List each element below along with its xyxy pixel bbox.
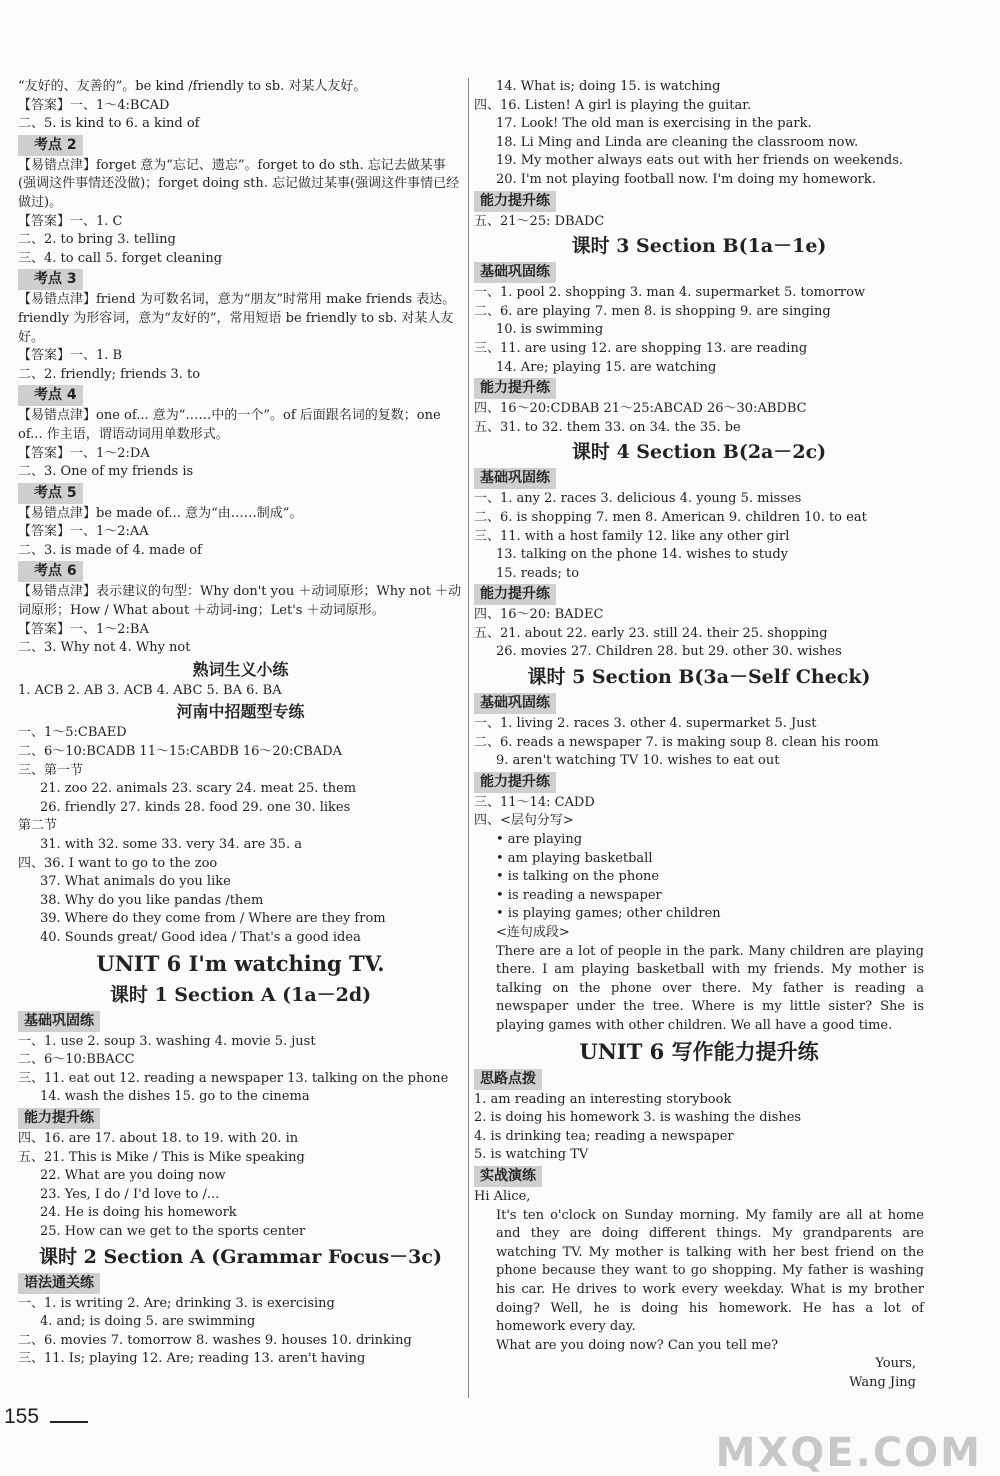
note-paragraph: 【易错点津】forget 意为“忘记、遗忘”。forget to do sth. 忘记去做某事(强调这件事情还没做)；forget doing sth. 忘记做过某事(强调这件事情已经做过)。 [18, 157, 460, 210]
subsection-title: 熟词生义小练 [192, 659, 289, 679]
lesson-heading: 课时 2 Section A (Grammar Focus－3c) [39, 1245, 442, 1268]
answer-line: 二、5. is kind to 6. a kind of [18, 116, 200, 132]
answer-line: 【答案】一、1. C [18, 213, 123, 229]
answer-line: 三、11. Is; playing 12. Are; reading 13. aren't having [18, 1351, 366, 1367]
answer-line: 一、1. living 2. races 3. other 4. supermarket 5. Just [474, 716, 817, 732]
answer-line: 39. Where do they come from / Where are they from [40, 911, 386, 927]
answer-line: 38. Why do you like pandas /them [40, 892, 264, 908]
note-paragraph: 【易错点津】表示建议的句型：Why don't you ＋动词原形；Why not ＋动词原形；How / What about ＋动词-ing；Let's ＋动词原形。 [18, 584, 462, 619]
note-paragraph: 【易错点津】one of... 意为“……中的一个”。of 后面跟名词的复数；one of... 作主语，谓语动词用单数形式。 [18, 408, 441, 442]
kaodian-heading: 考点 5 [18, 483, 83, 504]
answer-line: 一、1. any 2. races 3. delicious 4. young 5. misses [474, 491, 802, 507]
signature-line: Yours, [875, 1356, 916, 1372]
answer-line: 二、6. are playing 7. men 8. is shopping 9. are singing [474, 303, 831, 319]
answer-line: 四、36. I want to go to the zoo [18, 855, 218, 871]
answer-line: 5. is watching TV [474, 1147, 589, 1163]
section-label: 能力提升练 [474, 772, 556, 793]
section-label: 实战演练 [474, 1166, 542, 1187]
answer-line: 三、11. with a host family 12. like any other girl [474, 528, 790, 544]
unit-heading: UNIT 6 写作能力提升练 [579, 1038, 819, 1064]
answer-line: 一、1. pool 2. shopping 3. man 4. supermarket 5. tomorrow [474, 285, 866, 301]
answer-line: 4. and; is doing 5. are swimming [40, 1314, 256, 1330]
answer-line: 14. What is; doing 15. is watching [496, 79, 721, 94]
section-label: 能力提升练 [474, 584, 556, 605]
answer-line: 五、21. This is Mike / This is Mike speaking [18, 1149, 305, 1165]
answer-line: • is reading a newspaper [496, 887, 662, 903]
answer-line: 二、2. friendly; friends 3. to [18, 366, 201, 382]
answer-line: 26. movies 27. Children 28. but 29. other 30. wishes [496, 644, 842, 660]
unit-heading: UNIT 6 I'm watching TV. [96, 950, 385, 976]
answer-line: 四、16. are 17. about 18. to 19. with 20. in [18, 1130, 299, 1146]
page-number: 155 [4, 1405, 40, 1428]
answer-line: 22. What are you doing now [40, 1168, 226, 1184]
subsection-title: 河南中招题型专练 [176, 702, 305, 722]
answer-line: 24. He is doing his homework [40, 1205, 237, 1221]
answer-line: 二、3. Why not 4. Why not [18, 640, 191, 656]
answer-line: 9. aren't watching TV 10. wishes to eat out [496, 753, 780, 769]
answer-line: 第二节 [18, 818, 58, 834]
lesson-heading: 课时 5 Section B(3a－Self Check) [527, 666, 871, 689]
answer-line: 20. I'm not playing football now. I'm doing my homework. [496, 171, 876, 187]
section-label: 基础巩固练 [18, 1011, 100, 1032]
answer-line: 17. Look! The old man is exercising in the park. [496, 116, 812, 132]
answer-line: 二、6～10:BBACC [18, 1052, 135, 1068]
answer-line: 4. is drinking tea; reading a newspaper [474, 1128, 734, 1144]
column-divider [468, 78, 469, 1398]
right-column [474, 78, 924, 1392]
answer-line: 15. reads; to [496, 565, 580, 581]
answer-line: 2. is doing his homework 3. is washing the dishes [474, 1110, 802, 1126]
answer-line: 五、31. to 32. them 33. on 34. the 35. be [474, 419, 741, 435]
answer-line: 二、3. is made of 4. made of [18, 542, 202, 558]
answer-line: 23. Yes, I do / I'd love to /... [40, 1186, 220, 1202]
section-label: 能力提升练 [474, 378, 556, 399]
answer-line: 三、11～14: CADD [474, 794, 595, 810]
answer-line: 13. talking on the phone 14. wishes to study [496, 547, 789, 563]
kaodian-heading: 考点 3 [18, 269, 83, 290]
answer-line: 37. What animals do you like [40, 874, 231, 890]
answer-line: 五、21～25: DBADC [474, 213, 605, 229]
answer-line: 【答案】一、1. B [18, 348, 123, 364]
answer-line: 二、3. One of my friends is [18, 464, 194, 480]
answer-line: 31. with 32. some 33. very 34. are 35. a [40, 837, 302, 852]
kaodian-heading: 考点 4 [18, 385, 83, 406]
section-label: 基础巩固练 [474, 468, 556, 489]
lesson-heading: 课时 1 Section A (1a－2d) [109, 983, 372, 1006]
lesson-heading: 课时 4 Section B(2a－2c) [571, 441, 827, 464]
answer-line: Hi Alice, [474, 1188, 531, 1204]
answer-line: 一、1～5:CBAED [18, 725, 127, 741]
answer-line: 二、6～10:BCADB 11～15:CABDB 16～20:CBADA [18, 744, 343, 760]
answer-line: 10. is swimming [496, 322, 604, 338]
answer-line: 26. friendly 27. kinds 28. food 29. one 30. likes [40, 799, 351, 815]
section-label: 能力提升练 [474, 191, 556, 212]
answer-line: 三、第一节 [18, 762, 84, 778]
answer-line: 18. Li Ming and Linda are cleaning the classroom now. [496, 134, 859, 150]
essay-paragraph: What are you doing now? Can you tell me? [496, 1337, 779, 1353]
answer-line: 四、16～20:CDBAB 21～25:ABCAD 26～30:ABDBC [474, 401, 807, 417]
answer-line: 【答案】一、1～2:DA [18, 445, 150, 461]
answer-line: <连句成段> [496, 925, 570, 940]
section-label: 语法通关练 [18, 1273, 100, 1294]
answer-line: • am playing basketball [496, 850, 653, 866]
answer-line: 二、6. movies 7. tomorrow 8. washes 9. houses 10. drinking [18, 1332, 412, 1348]
answer-line: • are playing [496, 832, 583, 848]
answer-line: 三、11. are using 12. are shopping 13. are reading [474, 340, 808, 356]
answer-line: 二、6. reads a newspaper 7. is making soup 8. clean his room [474, 734, 879, 750]
answer-line: 14. wash the dishes 15. go to the cinema [40, 1089, 310, 1105]
answer-line: 三、4. to call 5. forget cleaning [18, 250, 223, 266]
section-label: 能力提升练 [18, 1108, 100, 1129]
answer-line: 四、<层句分写> [474, 813, 574, 829]
watermark: MXQE.COM [715, 1430, 982, 1476]
answer-line: • is playing games; other children [496, 906, 721, 922]
answer-line: 【易错点津】be made of... 意为“由……制成”。 [18, 505, 303, 521]
answer-line: “友好的、友善的”。be kind /friendly to sb. 对某人友好。 [18, 79, 367, 94]
answer-line: 【答案】一、1～4:BCAD [18, 97, 170, 113]
answer-line: 1. am reading an interesting storybook [474, 1091, 732, 1107]
answer-line: • is talking on the phone [496, 869, 660, 885]
answer-line: 19. My mother always eats out with her friends on weekends. [496, 153, 904, 169]
answer-line: 三、11. eat out 12. reading a newspaper 13. talking on the phone [18, 1070, 449, 1086]
answer-line: 【答案】一、1～2:AA [18, 524, 149, 540]
kaodian-heading: 考点 2 [18, 135, 83, 156]
section-label: 基础巩固练 [474, 262, 556, 283]
note-paragraph: 【易错点津】friend 为可数名词，意为“朋友”时常用 make friends 表达。friendly 为形容词，意为“友好的”，常用短语 be friendly to sb. 对某人友好。 [18, 292, 456, 345]
essay-paragraph: It's ten o'clock on Sunday morning. My family are all at home and they are doing different things. My grandparents are watching TV. My mother is talking with her best friend on the phone because they want to go shopping. My father is washing his car. He drives to work every weekday. What is my brother doing? Well, he is doing his homework. He has a lot of homework every day. [496, 1207, 924, 1335]
section-label: 基础巩固练 [474, 693, 556, 714]
answer-line: 二、6. is shopping 7. men 8. American 9. children 10. to eat [474, 509, 867, 525]
answer-line: 二、2. to bring 3. telling [18, 232, 176, 248]
answer-line: 21. zoo 22. animals 23. scary 24. meat 25. them [40, 781, 357, 797]
answer-line: 40. Sounds great/ Good idea / That's a good idea [40, 929, 361, 945]
answer-line: 一、1. use 2. soup 3. washing 4. movie 5. just [18, 1033, 316, 1049]
answer-line: 【答案】一、1～2:BA [18, 621, 149, 637]
answer-line: 14. Are; playing 15. are watching [496, 359, 717, 375]
kaodian-heading: 考点 6 [18, 561, 83, 582]
answer-line: 1. ACB 2. AB 3. ACB 4. ABC 5. BA 6. BA [18, 682, 282, 698]
answer-line: 四、16. Listen! A girl is playing the guitar. [474, 97, 752, 113]
page-number-rule [50, 1421, 88, 1423]
essay-paragraph: There are a lot of people in the park. Many children are playing there. I am playing basketball with my friends. My mother is talking on the phone over there. My father is reading a newspaper under the tree. Where is my little sister? She is playing games with other children. We all have a good time. [496, 943, 924, 1033]
answer-line: 一、1. is writing 2. Are; drinking 3. is exercising [18, 1295, 335, 1311]
answer-line: 25. How can we get to the sports center [40, 1223, 306, 1239]
answer-line: 四、16～20: BADEC [474, 607, 604, 623]
answer-line: 五、21. about 22. early 23. still 24. their 25. shopping [474, 625, 828, 641]
section-label: 思路点拨 [474, 1069, 542, 1090]
left-column [18, 78, 463, 1369]
signature-line: Wang Jing [849, 1374, 916, 1390]
lesson-heading: 课时 3 Section B(1a－1e) [571, 235, 827, 258]
